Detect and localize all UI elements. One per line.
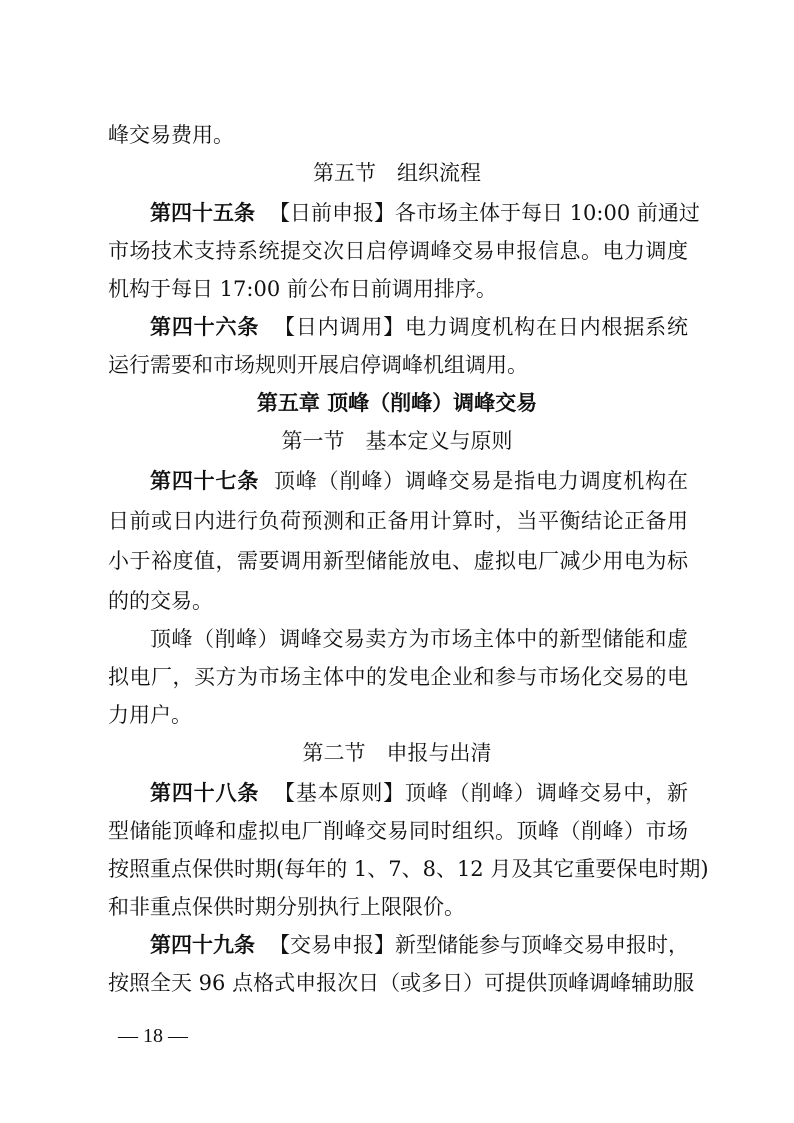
article-45-title: 第四十五条: [150, 201, 255, 225]
article-47-text: 顶峰（削峰）调峰交易是指电力调度机构在: [273, 469, 689, 493]
text-line: 型储能顶峰和虚拟电厂削峰交易同时组织。顶峰（削峰）市场: [108, 819, 688, 843]
text-line: 顶峰（削峰）调峰交易卖方为市场主体中的新型储能和虚: [150, 627, 688, 651]
article-49-text: 【交易申报】新型储能参与顶峰交易申报时，: [269, 933, 689, 957]
article-48-title: 第四十八条: [150, 781, 260, 805]
article-45-text: 【日前申报】各市场主体于每日 10:00 前通过: [269, 201, 700, 225]
text-line: 按照重点保供时期(每年的 1、7、8、12 月及其它重要保电时期): [108, 857, 709, 881]
chapter-heading: 第五章 顶峰（削峰）调峰交易: [256, 391, 538, 415]
text-line: 日前或日内进行负荷预测和正备用计算时，当平衡结论正备用: [108, 509, 688, 533]
article-46-text: 【日内调用】电力调度机构在日内根据系统: [273, 315, 689, 339]
text-line: 市场技术支持系统提交次日启停调峰交易申报信息。电力调度: [108, 239, 688, 263]
article-47-title: 第四十七条: [150, 469, 260, 493]
article-46-line-1: [150, 312, 688, 342]
article-49-line-1: [150, 930, 688, 960]
section-heading: 第五节 组织流程: [313, 161, 481, 185]
article-48-text: 【基本原则】顶峰（削峰）调峰交易中，新: [273, 781, 689, 805]
text-line: 的的交易。: [108, 589, 213, 613]
text-line: 机构于每日 17:00 前公布日前调用排序。: [108, 277, 497, 301]
section-heading: 第二节 申报与出清: [302, 741, 492, 765]
text-line: 力用户。: [108, 703, 192, 727]
article-48-line-1: [150, 778, 688, 808]
page-number: — 18 —: [118, 1025, 188, 1047]
text-line: 按照全天 96 点格式申报次日（或多日）可提供顶峰调峰辅助服: [108, 971, 695, 995]
text-line: 峰交易费用。: [108, 123, 234, 147]
text-line: 和非重点保供时期分别执行上限限价。: [108, 895, 465, 919]
article-47-line-1: [150, 466, 688, 496]
article-45-line-1: [150, 198, 700, 228]
article-46-title: 第四十六条: [150, 315, 260, 339]
section-heading: 第一节 基本定义与原则: [281, 429, 513, 453]
text-line: 小于裕度值，需要调用新型储能放电、虚拟电厂减少用电为标: [108, 549, 688, 573]
text-line: 拟电厂，买方为市场主体中的发电企业和参与市场化交易的电: [108, 665, 688, 689]
text-line: 运行需要和市场规则开展启停调峰机组调用。: [108, 353, 528, 377]
article-49-title: 第四十九条: [150, 933, 255, 957]
